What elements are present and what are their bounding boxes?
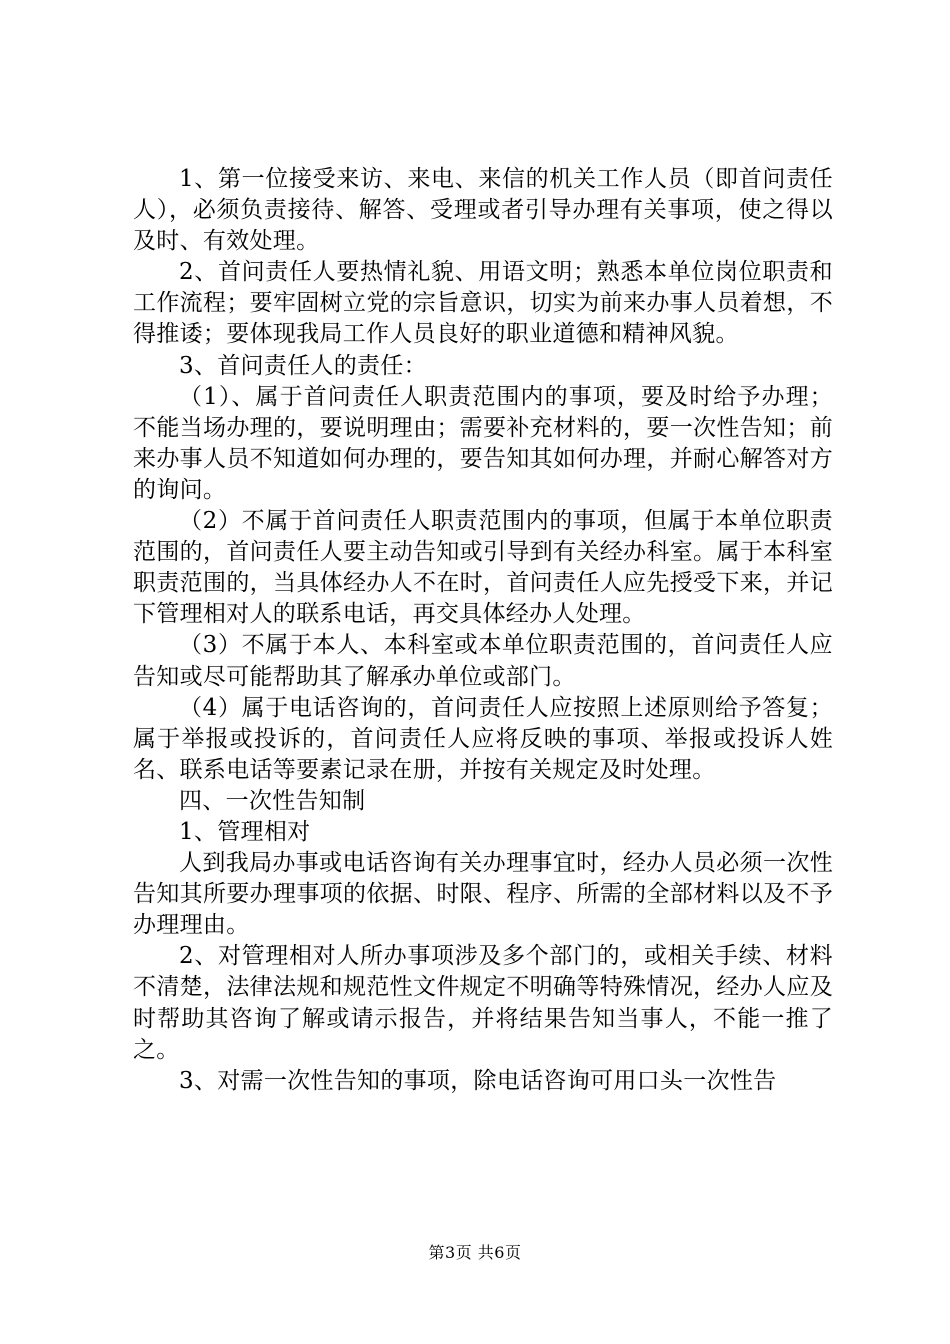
paragraph: 1、第一位接受来访、来电、来信的机关工作人员（即首问责任人），必须负责接待、解答、受理或者引导办理有关事项，使之得以及时、有效处理。 [133, 166, 833, 255]
page-number: 第3页 共6页 [428, 1243, 522, 1262]
paragraph: 人到我局办事或电话咨询有关办理事宜时，经办人员必须一次性告知其所要办理事项的依据、时限、程序、所需的全部材料以及不予办理理由。 [133, 850, 833, 939]
paragraph: 1、管理相对 [179, 818, 311, 845]
paragraph: （1）、属于首问责任人职责范围内的事项，要及时给予办理；不能当场办理的，要说明理由；需要补充材料的，要一次性告知；前来办事人员不知道如何办理的，要告知其如何办理，并耐心解答对方的询问。 [133, 383, 833, 503]
paragraph: （2）不属于首问责任人职责范围内的事项，但属于本单位职责范围的，首问责任人要主动告知或引导到有关经办科室。属于本科室职责范围的，当具体经办人不在时，首问责任人应先授受下来，并记下管理相对人的联系电话，再交具体经办人处理。 [133, 508, 833, 628]
paragraph: 3、对需一次性告知的事项，除电话咨询可用口头一次性告 [179, 1067, 777, 1094]
document-body [133, 164, 833, 1097]
paragraph: （3）不属于本人、本科室或本单位职责范围的，首问责任人应告知或尽可能帮助其了解承办单位或部门。 [133, 632, 833, 690]
section-heading: 四、一次性告知制 [179, 787, 366, 814]
paragraph: （4）属于电话咨询的，首问责任人应按照上述原则给予答复；属于举报或投诉的，首问责任人应将反映的事项、举报或投诉人姓名、联系电话等要素记录在册，并按有关规定及时处理。 [133, 694, 833, 783]
paragraph: 3、首问责任人的责任： [179, 352, 427, 379]
paragraph: 2、对管理相对人所办事项涉及多个部门的，或相关手续、材料不清楚，法律法规和规范性文件规定不明确等特殊情况，经办人应及时帮助其咨询了解或请示报告，并将结果告知当事人，不能一推了之。 [133, 943, 833, 1063]
paragraph: 2、首问责任人要热情礼貌、用语文明；熟悉本单位岗位职责和工作流程；要牢固树立党的宗旨意识，切实为前来办事人员着想，不得推诿；要体现我局工作人员良好的职业道德和精神风貌。 [133, 259, 833, 348]
